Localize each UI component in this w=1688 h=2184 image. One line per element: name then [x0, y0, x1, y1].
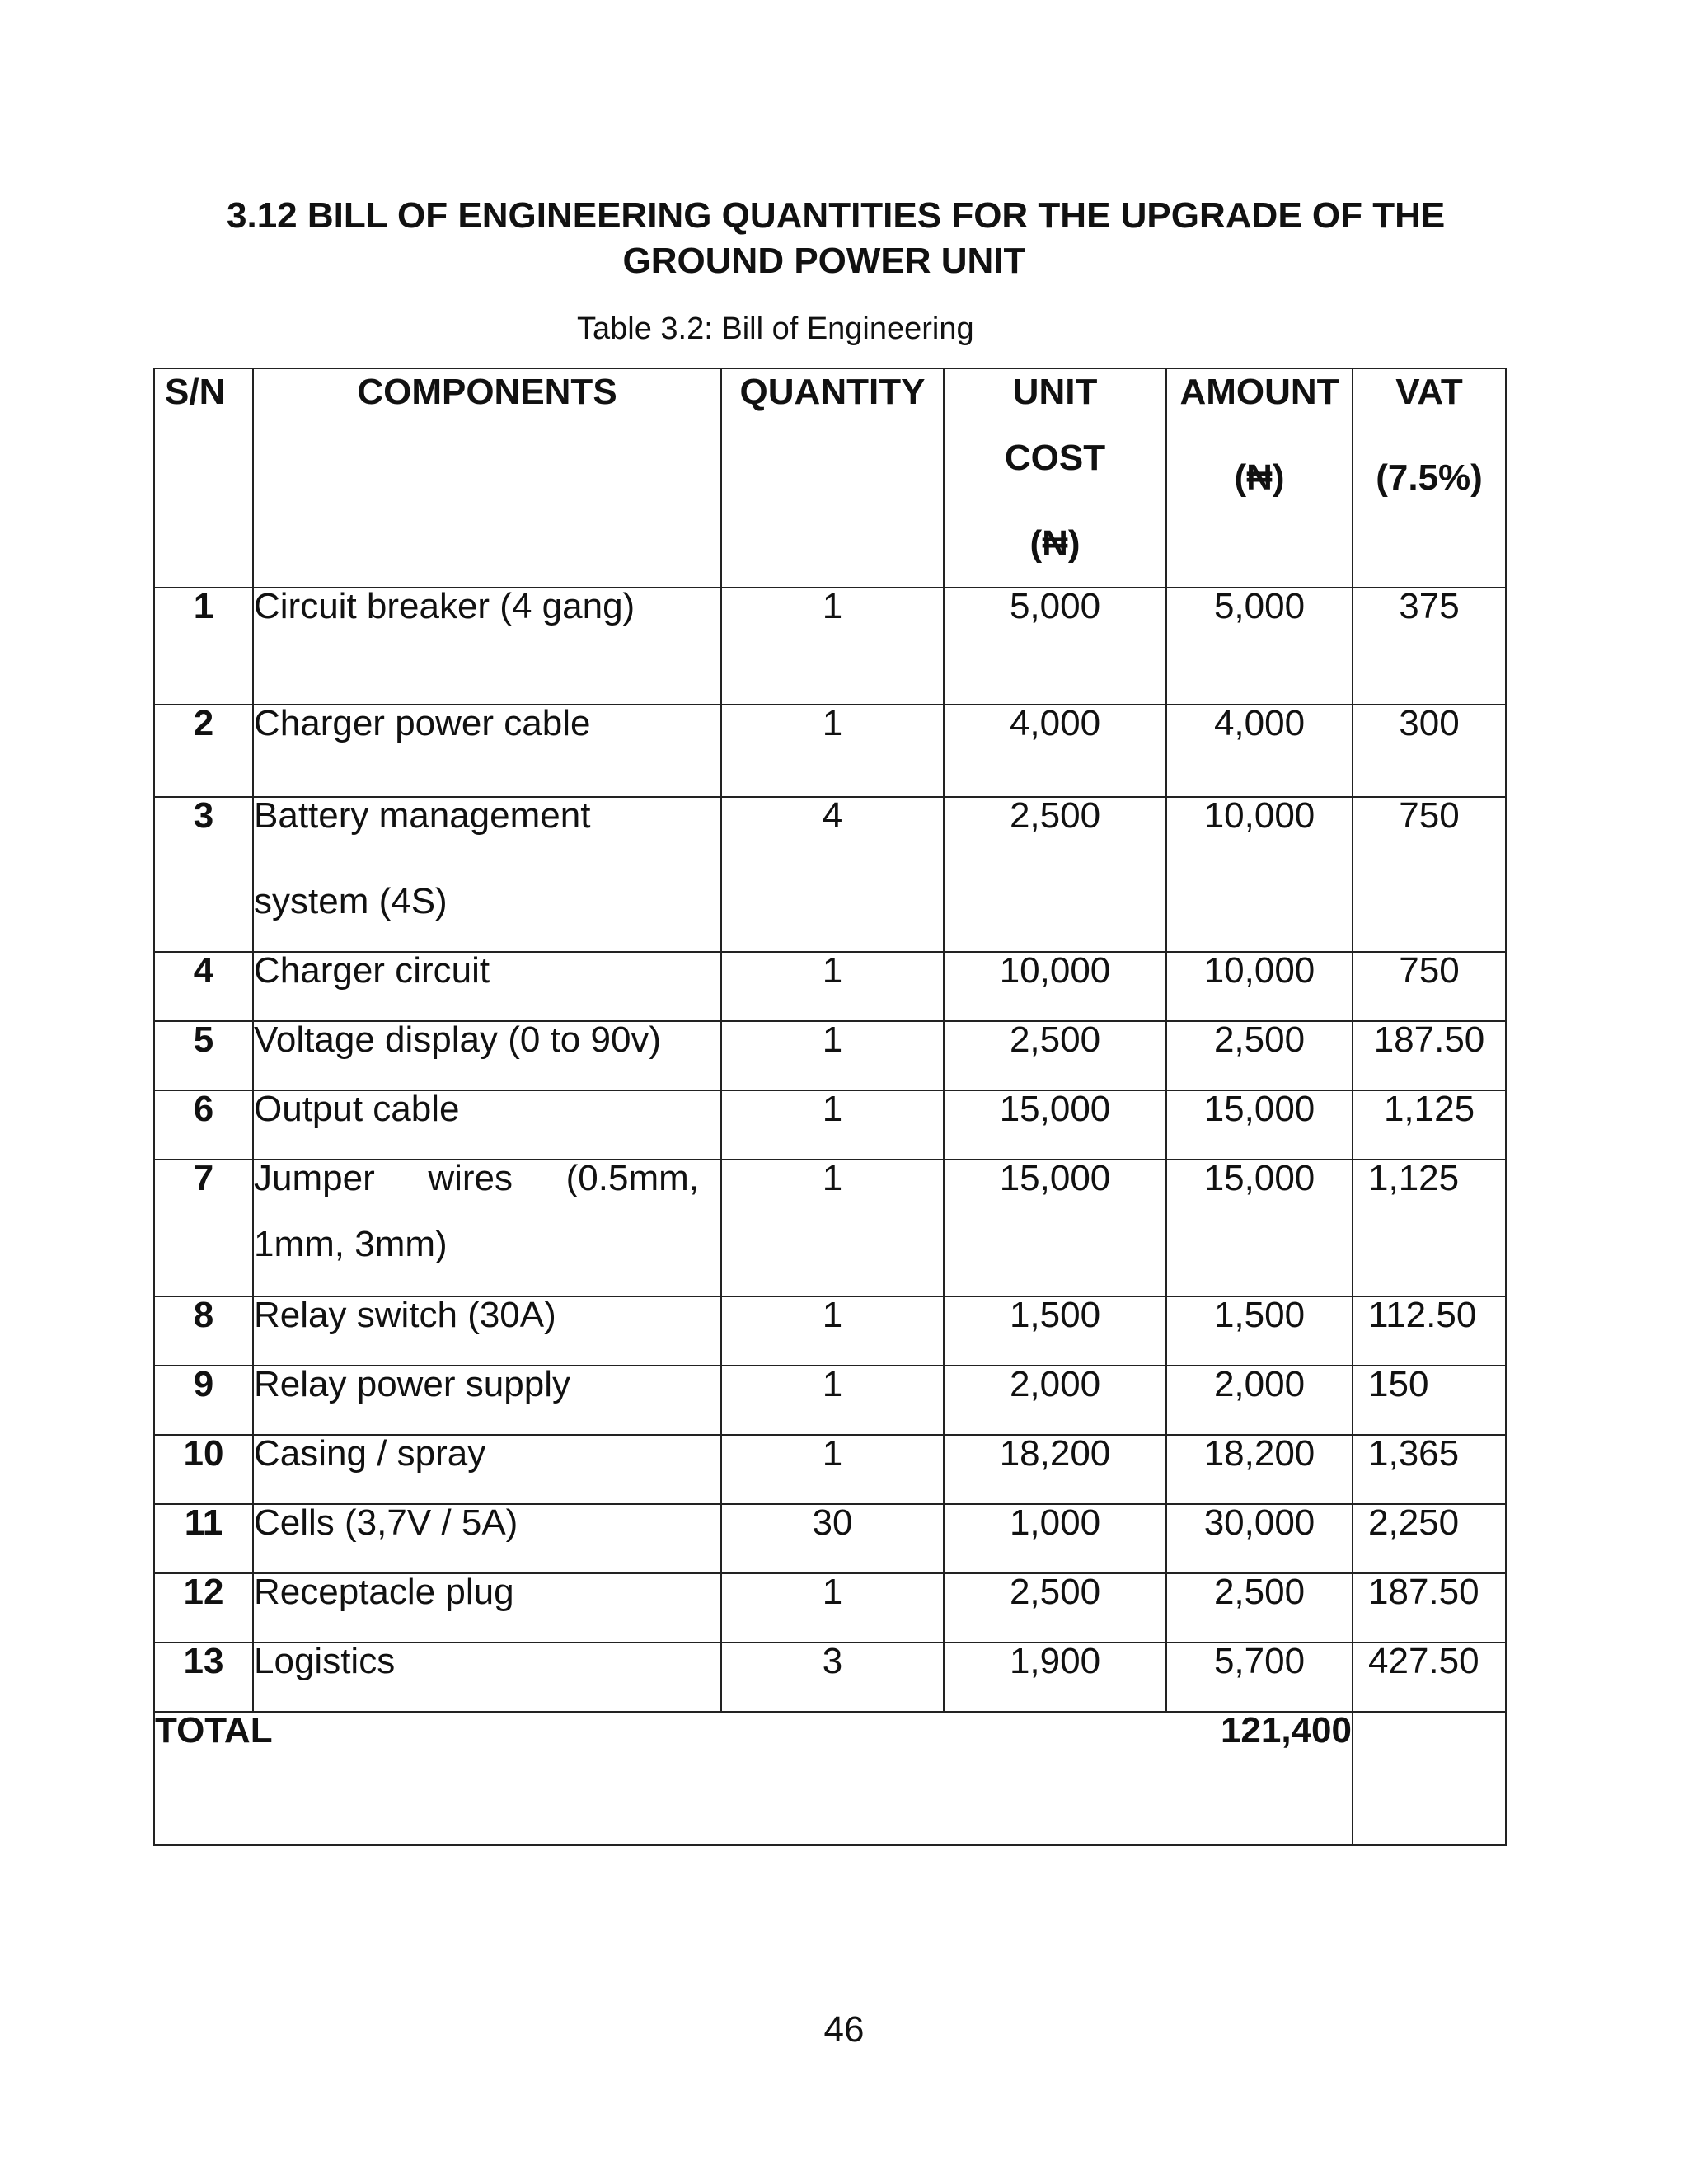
- cell-vat: 300: [1353, 705, 1506, 797]
- table-row: [154, 1435, 1506, 1504]
- cell-quantity: 1: [721, 952, 944, 1021]
- table-row: [154, 1504, 1506, 1573]
- cell-component: Output cable: [253, 1090, 721, 1160]
- table-row: [154, 1573, 1506, 1643]
- cell-quantity: 1: [721, 588, 944, 705]
- cell-amount: 15,000: [1166, 1160, 1353, 1296]
- cell-unit-cost: 15,000: [944, 1160, 1166, 1296]
- table-row: [154, 1296, 1506, 1366]
- cell-quantity: 1: [721, 1573, 944, 1643]
- heading-line-2: GROUND POWER UNIT: [622, 241, 1026, 281]
- cell-sn: 12: [154, 1573, 253, 1643]
- cell-amount: 15,000: [1166, 1090, 1353, 1160]
- table-total-row: [154, 1712, 1506, 1845]
- cell-unit-cost: 5,000: [944, 588, 1166, 705]
- cell-component-line-2: 1mm, 3mm): [254, 1224, 448, 1264]
- cell-quantity: 3: [721, 1643, 944, 1712]
- cell-vat: 427.50: [1353, 1643, 1506, 1712]
- header-unit-cost-line-3: (₦): [1029, 523, 1081, 564]
- cell-sn: 9: [154, 1366, 253, 1435]
- cell-component: Circuit breaker (4 gang): [253, 588, 721, 705]
- header-components: COMPONENTS: [253, 368, 721, 588]
- cell-amount: 2,500: [1166, 1573, 1353, 1643]
- cell-sn: 7: [154, 1160, 253, 1296]
- cell-component-line-1: Battery management: [254, 795, 591, 836]
- header-unit-cost-line-2: COST: [1004, 438, 1106, 478]
- cell-component-word: Jumper: [254, 1158, 375, 1198]
- total-vat-cell: [1353, 1712, 1506, 1845]
- header-unit-cost: [944, 368, 1166, 588]
- cell-amount: 5,000: [1166, 588, 1353, 705]
- cell-component: Charger circuit: [253, 952, 721, 1021]
- cell-component: Casing / spray: [253, 1435, 721, 1504]
- cell-amount: 18,200: [1166, 1435, 1353, 1504]
- table-row: [154, 588, 1506, 705]
- cell-vat: 750: [1353, 952, 1506, 1021]
- cell-vat: 375: [1353, 588, 1506, 705]
- table-header-row: [154, 368, 1506, 588]
- cell-component-line-1: [254, 1160, 699, 1197]
- cell-amount: 30,000: [1166, 1504, 1353, 1573]
- cell-component: [253, 797, 721, 952]
- cell-vat: 1,365: [1353, 1435, 1506, 1504]
- total-label: TOTAL: [154, 1712, 721, 1845]
- cell-quantity: 1: [721, 1160, 944, 1296]
- cell-unit-cost: 2,500: [944, 1021, 1166, 1090]
- cell-quantity: 1: [721, 1296, 944, 1366]
- table-row: [154, 1160, 1506, 1296]
- header-amount-line-1: AMOUNT: [1179, 372, 1339, 412]
- cell-component: Logistics: [253, 1643, 721, 1712]
- cell-sn: 3: [154, 797, 253, 952]
- cell-component-line-2: system (4S): [254, 881, 448, 921]
- bill-of-engineering-table: [153, 368, 1507, 1846]
- cell-component: Receptacle plug: [253, 1573, 721, 1643]
- header-vat-line-1: VAT: [1395, 372, 1463, 412]
- header-amount-line-2: (₦): [1234, 457, 1285, 498]
- cell-sn: 1: [154, 588, 253, 705]
- heading-line-1: 3.12 BILL OF ENGINEERING QUANTITIES FOR THE UPGRADE OF THE: [227, 195, 1446, 236]
- cell-vat: 1,125: [1353, 1160, 1506, 1296]
- table-row: [154, 952, 1506, 1021]
- cell-unit-cost: 1,900: [944, 1643, 1166, 1712]
- cell-vat: 112.50: [1353, 1296, 1506, 1366]
- cell-amount: 5,700: [1166, 1643, 1353, 1712]
- header-amount: [1166, 368, 1353, 588]
- header-unit-cost-line-1: UNIT: [1012, 372, 1098, 412]
- cell-component: Voltage display (0 to 90v): [253, 1021, 721, 1090]
- cell-sn: 13: [154, 1643, 253, 1712]
- cell-quantity: 30: [721, 1504, 944, 1573]
- header-vat: [1353, 368, 1506, 588]
- cell-quantity: 1: [721, 1366, 944, 1435]
- cell-amount: 10,000: [1166, 952, 1353, 1021]
- cell-quantity: 1: [721, 1090, 944, 1160]
- cell-component: Relay switch (30A): [253, 1296, 721, 1366]
- cell-amount: 2,500: [1166, 1021, 1353, 1090]
- cell-amount: 4,000: [1166, 705, 1353, 797]
- cell-quantity: 4: [721, 797, 944, 952]
- cell-unit-cost: 10,000: [944, 952, 1166, 1021]
- cell-quantity: 1: [721, 705, 944, 797]
- cell-unit-cost: 2,500: [944, 797, 1166, 952]
- cell-unit-cost: 4,000: [944, 705, 1166, 797]
- cell-component: [253, 1160, 721, 1296]
- cell-sn: 5: [154, 1021, 253, 1090]
- cell-vat: 1,125: [1353, 1090, 1506, 1160]
- cell-vat: 150: [1353, 1366, 1506, 1435]
- cell-vat: 750: [1353, 797, 1506, 952]
- cell-vat: 187.50: [1353, 1573, 1506, 1643]
- cell-component-word: (0.5mm,: [565, 1158, 699, 1198]
- cell-sn: 4: [154, 952, 253, 1021]
- cell-sn: 6: [154, 1090, 253, 1160]
- page-number: 46: [823, 2009, 865, 2050]
- cell-sn: 11: [154, 1504, 253, 1573]
- cell-component: Cells (3,7V / 5A): [253, 1504, 721, 1573]
- table-caption: Table 3.2: Bill of Engineering: [577, 312, 974, 346]
- cell-sn: 8: [154, 1296, 253, 1366]
- table-row: [154, 1090, 1506, 1160]
- table-row: [154, 705, 1506, 797]
- table-row: [154, 1643, 1506, 1712]
- cell-quantity: 1: [721, 1435, 944, 1504]
- cell-vat: 187.50: [1353, 1021, 1506, 1090]
- total-value: 121,400: [721, 1712, 1353, 1845]
- cell-quantity: 1: [721, 1021, 944, 1090]
- header-sn: S/N: [154, 368, 253, 588]
- cell-vat: 2,250: [1353, 1504, 1506, 1573]
- cell-component: Relay power supply: [253, 1366, 721, 1435]
- cell-unit-cost: 1,500: [944, 1296, 1166, 1366]
- cell-component-word: wires: [428, 1158, 513, 1198]
- table-row: [154, 1021, 1506, 1090]
- cell-unit-cost: 2,000: [944, 1366, 1166, 1435]
- cell-sn: 10: [154, 1435, 253, 1504]
- cell-unit-cost: 1,000: [944, 1504, 1166, 1573]
- table-row: [154, 1366, 1506, 1435]
- cell-unit-cost: 2,500: [944, 1573, 1166, 1643]
- header-vat-line-2: (7.5%): [1376, 457, 1483, 498]
- cell-sn: 2: [154, 705, 253, 797]
- cell-unit-cost: 18,200: [944, 1435, 1166, 1504]
- cell-amount: 1,500: [1166, 1296, 1353, 1366]
- cell-amount: 10,000: [1166, 797, 1353, 952]
- cell-amount: 2,000: [1166, 1366, 1353, 1435]
- header-quantity: QUANTITY: [721, 368, 944, 588]
- cell-unit-cost: 15,000: [944, 1090, 1166, 1160]
- cell-component: Charger power cable: [253, 705, 721, 797]
- table-row: [154, 797, 1506, 952]
